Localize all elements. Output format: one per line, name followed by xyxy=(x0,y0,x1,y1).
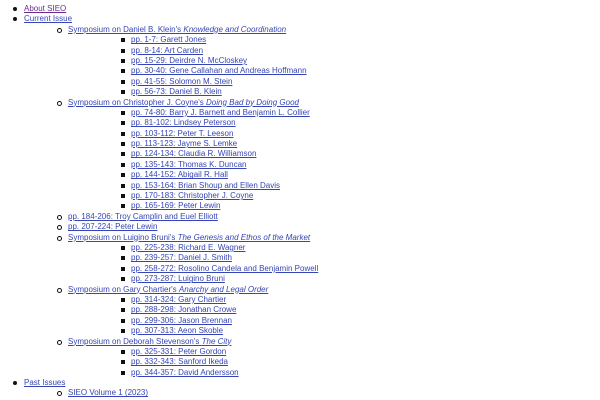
bullet-icon xyxy=(121,80,125,84)
symposium-prefix: Symposium on Christopher J. Coyne's xyxy=(68,97,207,107)
list-item xyxy=(68,139,600,149)
article-link[interactable]: pp. 15-29: Deirdre N. McCloskey xyxy=(131,55,248,65)
symposium-prefix: Symposium on Gary Chartier's xyxy=(68,284,179,294)
bullet-icon xyxy=(121,204,125,208)
article-link[interactable]: pp. 288-298: Jonathan Crowe xyxy=(131,305,237,315)
list-item xyxy=(68,243,600,253)
menu-item-current-issue xyxy=(0,14,600,378)
list-item xyxy=(68,66,600,76)
article-link[interactable]: pp. 307-313: Aeon Skoble xyxy=(131,326,224,336)
bullet-icon xyxy=(13,7,17,11)
bullet-icon xyxy=(121,277,125,281)
list-item xyxy=(68,160,600,170)
article-link[interactable]: pp. 273-287: Luigino Bruni xyxy=(131,274,225,284)
bullet-icon xyxy=(121,152,125,156)
article-link[interactable]: pp. 144-152: Abigail R. Hall xyxy=(131,170,228,180)
symposium-link[interactable] xyxy=(68,233,310,242)
article-link[interactable]: pp. 153-164: Brian Shoup and Ellen Davis xyxy=(131,180,280,190)
bullet-icon xyxy=(121,329,125,333)
book-title: The Genesis and Ethos of the Market xyxy=(177,232,311,242)
bullet-icon xyxy=(121,121,125,125)
article-link[interactable]: pp. 207-224: Peter Lewin xyxy=(68,222,158,232)
list-item xyxy=(68,56,600,66)
book-title: The City xyxy=(201,336,232,346)
bullet-icon xyxy=(57,391,62,396)
symposium-link[interactable] xyxy=(68,98,299,107)
list-item xyxy=(68,295,600,305)
past-volume-link[interactable]: SIEO Volume 1 (2023) xyxy=(68,388,149,398)
bullet-icon xyxy=(121,298,125,302)
bullet-icon xyxy=(57,101,62,106)
article-list xyxy=(68,295,600,337)
article-link[interactable]: pp. 81-102: Lindsey Peterson xyxy=(131,118,236,128)
article-link[interactable]: pp. 184-206: Troy Camplin and Euel Elliott xyxy=(68,211,218,221)
symposium-item xyxy=(24,98,600,212)
article-item xyxy=(24,222,600,232)
bullet-icon xyxy=(57,28,62,33)
menu-item-past-issues xyxy=(0,378,600,399)
past-issues-link[interactable]: Past Issues xyxy=(24,378,66,388)
book-title: Doing Bad by Doing Good xyxy=(206,97,299,107)
bullet-icon xyxy=(121,184,125,188)
article-link[interactable]: pp. 1-7: Garett Jones xyxy=(131,35,207,45)
list-item xyxy=(68,305,600,315)
bullet-icon xyxy=(121,308,125,312)
article-link[interactable]: pp. 344-357: David Andersson xyxy=(131,367,239,377)
bullet-icon xyxy=(57,340,62,345)
list-item xyxy=(68,316,600,326)
past-issues-list xyxy=(24,388,600,398)
symposium-item xyxy=(24,285,600,337)
symposium-prefix: Symposium on Daniel B. Klein's xyxy=(68,24,184,34)
bullet-icon xyxy=(121,319,125,323)
article-list xyxy=(68,347,600,378)
article-list xyxy=(68,108,600,212)
bullet-icon xyxy=(121,90,125,94)
article-link[interactable]: pp. 8-14: Art Carden xyxy=(131,45,204,55)
book-title: Knowledge and Coordination xyxy=(183,24,287,34)
article-list xyxy=(68,243,600,285)
article-link[interactable]: pp. 314-324: Gary Chartier xyxy=(131,294,227,304)
article-link[interactable]: pp. 325-331: Peter Gordon xyxy=(131,346,227,356)
bullet-icon xyxy=(121,38,125,42)
symposium-prefix: Symposium on Luigino Bruni's xyxy=(68,232,178,242)
bullet-icon xyxy=(13,381,17,385)
article-link[interactable]: pp. 124-134: Claudia R. Williamson xyxy=(131,149,257,159)
symposium-link[interactable] xyxy=(68,25,286,34)
menu-item-about xyxy=(0,4,600,14)
bullet-icon xyxy=(121,360,125,364)
symposium-link[interactable] xyxy=(68,337,231,346)
article-link[interactable]: pp. 170-183: Christopher J. Coyne xyxy=(131,191,254,201)
list-item xyxy=(68,253,600,263)
bullet-icon xyxy=(57,215,62,220)
bullet-icon xyxy=(121,142,125,146)
list-item xyxy=(68,87,600,97)
about-link[interactable]: About SIEO xyxy=(24,4,67,13)
bullet-icon xyxy=(121,59,125,63)
current-issue-link[interactable]: Current Issue xyxy=(24,14,73,24)
bullet-icon xyxy=(57,225,62,230)
article-link[interactable]: pp. 299-306: Jason Brennan xyxy=(131,315,232,325)
bullet-icon xyxy=(121,173,125,177)
article-link[interactable]: pp. 165-169: Peter Lewin xyxy=(131,201,221,211)
current-issue-list xyxy=(24,25,600,378)
list-item xyxy=(68,264,600,274)
bullet-icon xyxy=(121,246,125,250)
list-item xyxy=(68,181,600,191)
bullet-icon xyxy=(121,267,125,271)
list-item xyxy=(68,118,600,128)
article-link[interactable]: pp. 103-112: Peter T. Leeson xyxy=(131,128,234,138)
list-item xyxy=(68,77,600,87)
bullet-icon xyxy=(57,236,62,241)
article-item xyxy=(24,212,600,222)
list-item xyxy=(24,388,600,398)
article-link[interactable]: pp. 258-272: Rosolino Candela and Benjamin Powell xyxy=(131,263,319,273)
bullet-icon xyxy=(121,256,125,260)
book-title: Anarchy and Legal Order xyxy=(178,284,269,294)
bullet-icon xyxy=(121,350,125,354)
article-list xyxy=(68,35,600,97)
list-item xyxy=(68,357,600,367)
list-item xyxy=(68,347,600,357)
symposium-item xyxy=(24,337,600,379)
bullet-icon xyxy=(121,49,125,53)
top-level-menu xyxy=(0,4,600,399)
bullet-icon xyxy=(121,69,125,73)
symposium-item xyxy=(24,233,600,285)
bullet-icon xyxy=(57,288,62,293)
article-link[interactable]: pp. 239-257: Daniel J. Smith xyxy=(131,253,232,263)
bullet-icon xyxy=(121,111,125,115)
bullet-icon xyxy=(121,371,125,375)
list-item xyxy=(68,368,600,378)
article-link[interactable]: pp. 113-123: Jayme S. Lemke xyxy=(131,139,238,149)
article-link[interactable]: pp. 56-73: Daniel B. Klein xyxy=(131,87,222,97)
list-item xyxy=(68,201,600,211)
article-link[interactable]: pp. 332-343: Sanford Ikeda xyxy=(131,357,228,367)
list-item xyxy=(68,170,600,180)
article-link[interactable]: pp. 135-143: Thomas K. Duncan xyxy=(131,159,247,169)
list-item xyxy=(68,191,600,201)
bullet-icon xyxy=(121,163,125,167)
list-item xyxy=(68,129,600,139)
article-link[interactable]: pp. 74-80: Barry J. Barnett and Benjamin L. Collier xyxy=(131,107,310,117)
bullet-icon xyxy=(121,132,125,136)
list-item xyxy=(68,35,600,45)
list-item xyxy=(68,326,600,336)
article-link[interactable]: pp. 30-40: Gene Callahan and Andreas Hoffmann xyxy=(131,66,307,76)
bullet-icon xyxy=(121,194,125,198)
article-link[interactable]: pp. 41-55: Solomon M. Stein xyxy=(131,76,233,86)
article-link[interactable]: pp. 225-238: Richard E. Wagner xyxy=(131,242,246,252)
list-item xyxy=(68,108,600,118)
symposium-item xyxy=(24,25,600,98)
bullet-icon xyxy=(13,17,17,21)
list-item xyxy=(68,149,600,159)
symposium-link[interactable] xyxy=(68,285,268,294)
list-item xyxy=(68,46,600,56)
list-item xyxy=(68,274,600,284)
symposium-prefix: Symposium on Deborah Stevenson's xyxy=(68,336,202,346)
